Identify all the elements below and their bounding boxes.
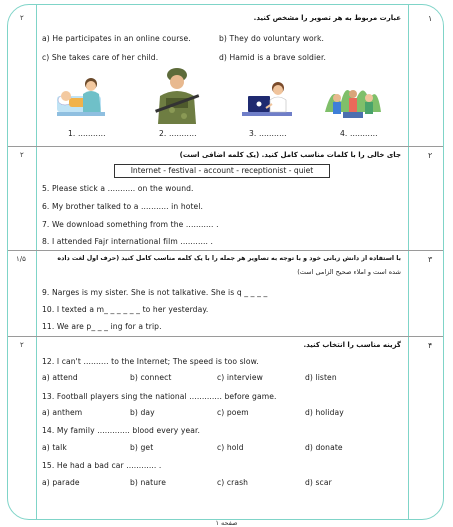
option-d: d) donate [305,443,343,452]
question-score: ٢ [20,14,24,22]
option-b: b) get [130,443,154,452]
section-divider [8,146,443,147]
option-text: d) Hamid is a brave soldier. [219,53,326,62]
question-item: 7. We download something from the ........... . [42,220,219,229]
question-item: 11. We are p_ _ _ ing for a trip. [42,322,162,331]
picture-blank: 4. ........... [340,129,378,138]
page-number: صفحه ١ [215,519,238,527]
section-divider [8,250,443,251]
question-subtitle: شده است و املاء صحیح الزامی است) [297,268,401,276]
picture-blank: 1. ........... [68,129,106,138]
option-a: a) anthem [42,408,83,417]
option-a: a) talk [42,443,67,452]
question-item: 14. My family ............. blood every year. [42,426,201,435]
section-divider [8,336,443,337]
option-c: c) interview [217,373,263,382]
soldier-icon [148,66,206,124]
question-item: 13. Football players sing the national ............. before game. [42,392,277,401]
option-b: b) day [130,408,155,417]
option-d: d) listen [305,373,337,382]
question-number: ١ [428,14,433,23]
question-score: ٢ [20,151,24,159]
question-item: 12. I can't .......... to the Internet; The speed is too slow. [42,357,259,366]
question-item: 15. He had a bad car ............ . [42,461,162,470]
option-c: c) poem [217,408,249,417]
word-box: Internet - festival - account - receptionist - quiet [114,164,330,178]
option-b: b) connect [130,373,172,382]
option-d: d) holiday [305,408,344,417]
picture-blank: 3. ........... [249,129,287,138]
question-item: 5. Please stick a ........... on the wound. [42,184,194,193]
question-item: 8. I attended Fajr international film ........... . [42,237,214,246]
question-score: ١/۵ [16,255,26,263]
question-title: گزینه مناسب را انتخاب کنید. [303,341,401,349]
option-c: c) crash [217,478,249,487]
mother-child-icon [53,74,113,124]
question-item: 6. My brother talked to a ........... in hotel. [42,202,204,211]
question-title: جای خالی را با کلمات مناسب کامل کنید. (یک کلمه اضافی است) [179,151,401,159]
question-score: ٢ [20,341,24,349]
picture-blank: 2. ........... [159,129,197,138]
question-number: ٣ [428,255,433,264]
question-number: ۴ [428,341,433,350]
option-a: a) attend [42,373,78,382]
question-item: 9. Narges is my sister. She is not talkative. She is q _ _ _ _ [42,288,268,297]
question-item: 10. I texted a m_ _ _ _ _ _ to her yesterday. [42,305,209,314]
question-number: ٢ [428,151,433,160]
option-text: c) She takes care of her child. [42,53,159,62]
question-title: با استفاده از دانش زبانی خود و با توجه به تصاویر هر جمله را با یک کلمه مناسب کامل کنید (حرف اول لغت داده [57,255,401,262]
online-course-icon [238,78,296,122]
option-text: b) They do voluntary work. [219,34,325,43]
option-text: a) He participates in an online course. [42,34,191,43]
option-b: b) nature [130,478,166,487]
option-d: d) scar [305,478,332,487]
option-c: c) hold [217,443,244,452]
option-a: a) parade [42,478,80,487]
question-title: عبارت مربوط به هر تصویر را مشخص کنید. [253,14,401,22]
volunteers-icon [323,72,383,122]
